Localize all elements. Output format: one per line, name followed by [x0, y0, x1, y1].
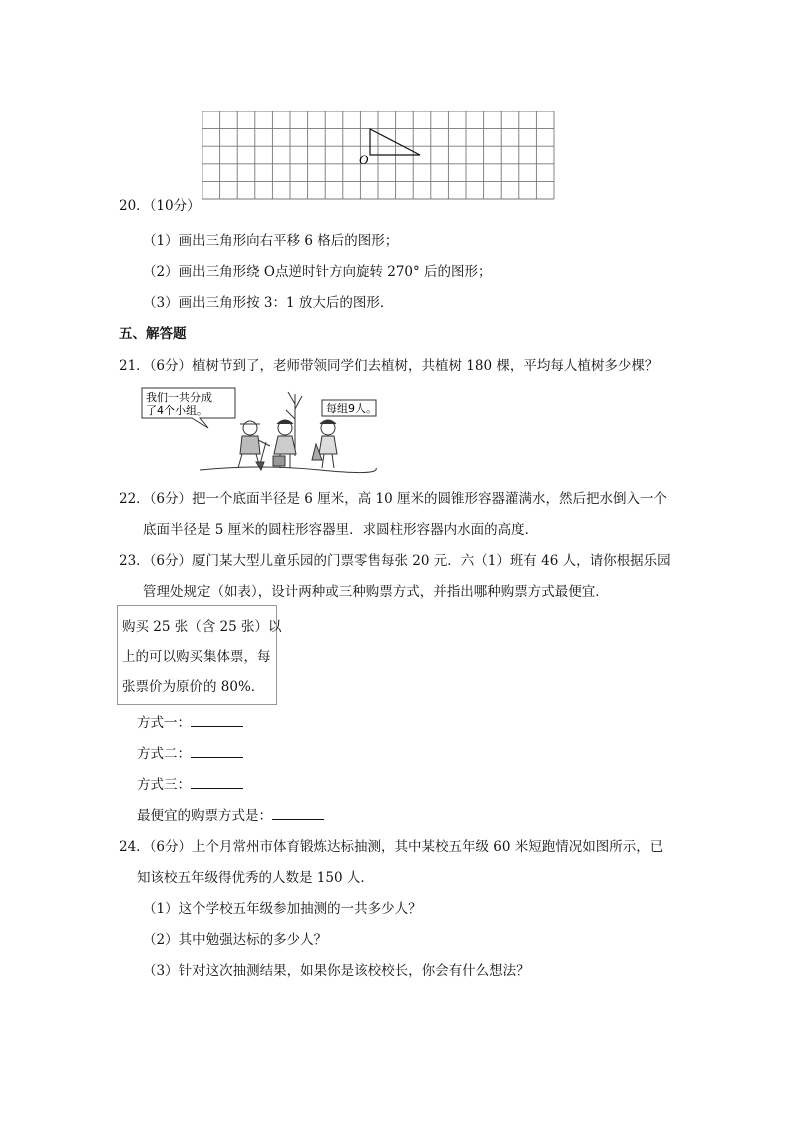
q20-item-3: （3）画出三角形按 3：1 放大后的图形． — [143, 295, 394, 311]
girl-with-bucket-icon — [312, 420, 337, 468]
triangle-shape — [370, 129, 420, 155]
way-2-label: 方式二： — [137, 746, 191, 762]
way-1-label: 方式一： — [137, 715, 191, 731]
q21-text: 21．（6分）植树节到了，老师带领同学们去植树，共植树 180 棵，平均每人植树多少棵？ — [119, 358, 659, 374]
q21-illustration — [140, 384, 380, 474]
section-5-title: 五、解答题 — [119, 326, 187, 342]
way-2 — [137, 742, 243, 762]
q23-line2: 管理处规定（如表），设计两种或三种购票方式，并指出哪种购票方式最便宜． — [143, 584, 609, 600]
q24-item-2: （2）其中勉强达标的多少人？ — [143, 932, 328, 948]
cheapest-way-label: 最便宜的购票方式是： — [137, 808, 272, 824]
q24-line2: 知该校五年级得优秀的人数是 150 人． — [137, 870, 374, 886]
q22-line1: 22．（6分）把一个底面半径是 6 厘米，高 10 厘米的圆锥形容器灌满水，然后把水倒入一个 — [119, 491, 667, 507]
ground-line — [200, 467, 376, 473]
q24-item-1: （1）这个学校五年级参加抽测的一共多少人？ — [143, 901, 422, 917]
q23-line1: 23．（6分）厦门某大型儿童乐园的门票零售每张 20 元．六（1）班有 46 人，请你根据乐园 — [119, 553, 671, 569]
q22-line2: 底面半径是 5 厘米的圆柱形容器里．求圆柱形容器内水面的高度． — [143, 522, 539, 538]
q24-item-3: （3）针对这次抽测结果，如果你是该校校长，你会有什么想法？ — [143, 963, 530, 979]
way-1-blank[interactable] — [191, 714, 243, 727]
ticket-rule-line3: 张票价为原价的 80%． — [122, 679, 265, 695]
way-2-blank[interactable] — [191, 745, 243, 758]
way-1 — [137, 711, 243, 731]
point-o-label: O — [359, 152, 369, 167]
bubble-left-line2: 了4个小组。 — [146, 404, 208, 417]
bubble-right-text: 每组9人。 — [326, 402, 377, 415]
girl-figure-icon — [273, 420, 296, 468]
q20-item-1: （1）画出三角形向右平移 6 格后的图形； — [143, 233, 399, 249]
bubble-left-line1: 我们一共分成 — [146, 391, 212, 404]
cheapest-way — [137, 804, 324, 824]
q20-item-2: （2）画出三角形绕 O点逆时针方向旋转 270° 后的图形； — [143, 264, 492, 280]
ticket-rule-line1: 购买 25 张（含 25 张）以 — [122, 619, 282, 635]
way-3-label: 方式三： — [137, 777, 191, 793]
ticket-rule-line2: 上的可以购买集体票，每 — [122, 649, 271, 665]
q20-heading: 20．（10分） — [119, 198, 201, 214]
q24-line1: 24．（6分）上个月常州市体育锻炼达标抽测，其中某校五年级 60 米短跑情况如图所示，已 — [119, 839, 664, 855]
ticket-rule-box — [117, 605, 282, 705]
way-3 — [137, 773, 243, 793]
way-3-blank[interactable] — [191, 776, 243, 789]
q20-grid — [202, 111, 556, 203]
cheapest-way-blank[interactable] — [272, 807, 324, 820]
